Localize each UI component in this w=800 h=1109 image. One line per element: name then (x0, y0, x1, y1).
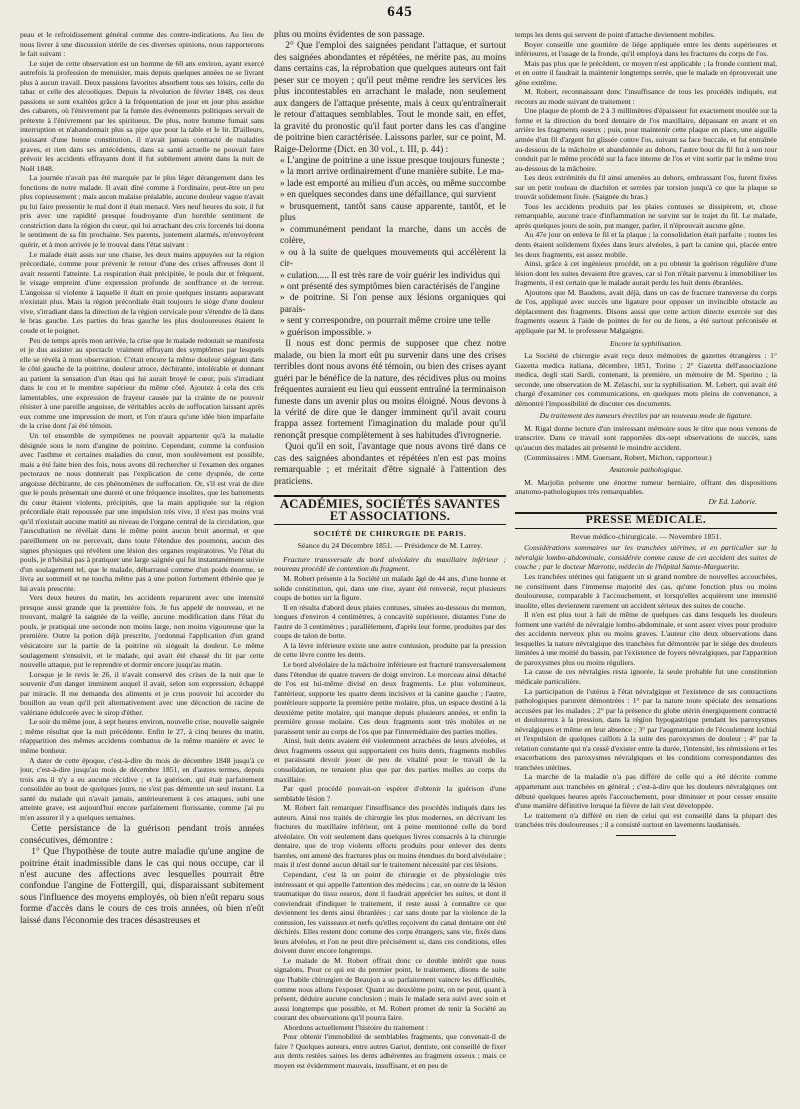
middle-small-paragraph: Abordons actuellement l'histoire du traitement : (283, 1022, 429, 1032)
quote-line: » guérison impossible. » (280, 327, 372, 338)
middle-small-paragraph: Cependant, c'est là un point de chirurgie et de physiologie très intéressant et qui appelle l'attention des médecins ; car, en outre de la lésion traumatique du tissu osseux, dont il faudrait apprécier les suites, et dont il conviendrait d'indiquer le traitement, il reste aussi à connaître ce que deviennent les dents ainsi ébranlées ; car sans doute par la violence de la contusion, les vaisseaux et nerfs qu'elles reçoivent du canal dentaire ont été déchirés. Elles restent donc comme des corps étrangers, sans vie, fixés dans leurs alvéoles, et l'on ne peut dire précisément si, dans ces conditions, elles doivent durer encore longtemps. (274, 869, 506, 956)
middle-paragraph: 2° Que l'emploi des saignées pendant l'attaque, et surtout des saignées abondantes et répétées, ne mérite pas, au moins dans certains cas, la réprobation que quelques auteurs ont fait peser sur ce moyen ; qu'il peut même rendre les services les plus incontestables en arrachant le malade, non seulement aux dangers de l'attaque présente, mais à ceux qu'entraînerait le retour d'attaques semblables. Tout le monde sait, en effet, la gravité du pronostic qu'il faut porter dans les cas d'angine de poitrine bien caractérisée. Laissons parler, sur ce point, M. Raige-Delorme (Dict. en 30 vol., t. III, p. 44) : (274, 41, 506, 155)
end-rule (616, 835, 676, 836)
middle-paragraph: plus ou moins évidentes de son passage. (274, 30, 425, 40)
section-title: ACADÉMIES, SOCIÉTÉS SAVANTES ET ASSOCIATIONS. (274, 495, 506, 525)
left-paragraph: La journée n'avait pas été marquée par le plus léger dérangement dans les fonctions de notre malade. Il avait dîné comme à l'ordinaire, peut-être un peu plus copieusement ; mais aucun malaise préalable, aucune douleur vague n'avait pu lui faire pressentir le mal dont il était menacé. Vers neuf heures du soir, il fut pris avec une rapidité presque foudroyante d'un horrible sentiment de constriction dans la région du cœur, qui lui arrachant des cris forcenés lui donna le sentiment de sa fin prochaine. Ses parents, justement alarmés, m'envoyèrent quérir, et à mon arrivée je le trouvai dans l'état suivant : (20, 173, 264, 250)
encore-title: Encore la syphilisation. (609, 338, 683, 348)
session-line: Séance du 24 Décembre 1851. — Présidence de M. Larrey. (297, 541, 483, 551)
quotation (274, 156, 506, 339)
right-column (515, 30, 777, 1102)
middle-small-paragraph: Ainsi, huit dents avaient été violemment arrachées de leurs alvéoles, et deux fragments osseux qui supportaient ces huits dents, fragments mobiles et paraissant devoir jouer de peu de vitalité pour le travail de la consolidation, ne tenaient plus que par des parties molles au corps du maxillaire. (274, 736, 506, 784)
quote-line: » sent y correspondre, on pourrait même croire une telle (280, 316, 491, 327)
middle-small-paragraph: Pour obtenir l'immobilité de semblables fragments, que convenait-il de faire ? Quelques auteurs, entre autres Gariot, dentiste, ont conseillé de fixer aux dents restées saines les dents adhérentes au fragment osseux ; mais ce moyen est évidemment mauvais, insuffisant, et en peu de (274, 1032, 506, 1070)
society-name: SOCIÉTÉ DE CHIRURGIE DE PARIS. (313, 529, 467, 539)
right-paragraph: La Société de chirurgie avait reçu deux mémoires de gazettes étrangères : 1° Gazetta medica italiana, décembre, 1851, Torino ; 2° Gazetta dell'associazione medica, degli stati Sardi, contenant, la première, un mémoire de M. Sperino ; la seconde, une observation de M. Zelaschi, sur la syphilisation. M. Lebert, qui avait été chargé d'examiner ces communications, en quelques mots pleins de convenance, a démontré l'impossibilité de discuter ces documents. (515, 351, 777, 408)
right-paragraph: La participation de l'utérus à l'état névralgique et l'existence de ses contractions pathologiques parurent démontrées : 1° par la nature toute spéciale des sensations accusées par les malades ; 2° par la présence du globe utérin énergiquement contracté et douloureux à la pression, dans la région hypogastrique pendant les paroxysmes névralgiques et même en leur absence ; 3° par l'augmentation de l'écoulement lochial et l'expulsion de quelques caillots à la suite des paroxysmes de douleur ; 4° par la relation constante qui n'a cessé d'exister entre la durée, l'intensité, les rémissions et les exacerbations des paroxysmes névralgiques et les conditions correspondantes des tranchées utérines. (515, 686, 777, 772)
right-paragraph: Une plaque de plomb de 2 à 3 millimètres d'épaisseur fut exactement moulée sur la forme et la direction du bord dentaire de l'os maxillaire, dépassant en avant et en arrière les fragments osseux ; puis, pour maintenir cette plaque en place, une aiguille armée d'un fil d'argent fut glissée contre l'os, suivant sa face buccale, et fut entraînée au-dessous de la mâchoire et abandonnée au dehors, l'autre bout du fil fut à son tour conduit par le même procédé sur la face interne de l'os et vint sortir par le même trou au-dessous de la mâchoire. (515, 106, 777, 173)
right-paragraph: Ajoutons que M. Baudens, avait déjà, dans un cas de fracture transverse du corps de l'os, appliqué avec succès une ligature pour opposer un invincible obstacle au déplacement des fragments. Disons aussi que cette action directe exercée sur des fragments osseux à l'aide de pointes de fer ou de liens, a été surtout préconisée et appliquée par M. le professeur Malgaigne. (515, 287, 777, 335)
right-paragraph: Boyer conseille une gouttière de liége appliquée entre les dents supérieures et inférieures, et l'usage de la fronde, qu'il employa dans les fractures du corps de l'os. (515, 39, 777, 59)
left-conclusion (20, 824, 264, 927)
considerations-title: Considérations sommaires sur les tranchées utérines, et en particulier sur la névralgie lombo-abdominale, considérée comme cause de cet accident des suites de couche ; par le docteur Marrotte, médecin de l'hôpital Sainte-Marguerite. (515, 543, 777, 572)
middle-small-paragraph: M. Robert fait remarquer l'insuffisance des procédés indiqués dans les auteurs. Ainsi nos traités de chirurgie les plus modernes, en décrivant les fractures du maxillaire inférieur, ont à peine mentionné celle du bord alvéolaire. On voit seulement dans quelques livres consacrés à la chirurgie dentaire, que de trop violents efforts produits pour enlever des dents barrées, ont amené des fractures plus ou moins étendues du bord alvéolaire ; mais il n'est donné aucun détail sur le traitement nécessité par ces lésions. (274, 803, 506, 870)
middle-small-paragraph: Le malade de M. Robert offrait donc ce double intérêt que nous signalons. Pour ce qui est du premier point, le traitement, disons de suite que l'habile chirurgien de Beaujon a su parfaitement vaincre les difficultés, comme nous allons l'exposer. Quant au deuxième point, on ne peut, quant à présent, déduire aucune conclusion ; mais le malade sera suivi avec soin et aussi longtemps que possible, et M. Robert promet de tenir la Société au courant des observations qu'il pourra faire. (274, 955, 506, 1023)
right-paragraph: Il n'en est plus tout à fait de même de quelques cas dans lesquels les douleurs forment une variété de névralgie lombo-abdominale, et sont assez vives pour produire des accidents nerveux plus ou moins graves. L'auteur cite deux observations dans lesquelles la nature névralgique des tranchées fut démontrée par le siége des douleurs limitées à une moitié du bassin, par l'existence de foyers névralgiques, par l'apparition de paroxysmes plus ou moins réguliers. (515, 610, 777, 667)
quote-line: « L'angine de poitrine a une issue presque toujours funeste ; (280, 155, 505, 166)
signature: Dr Ed. Laborie. (708, 496, 757, 506)
right-paragraph: La marche de la maladie n'a pas différé de celle qui a été décrite comme appartenant aux tranchées en général ; c'est-à-dire que les douleurs névralgiques ont débuté quelques heures après l'accouchement, pour diminuer et pour cesser ensuite d'une manière définitive lorsque la fièvre de lait s'est développée. (515, 772, 777, 811)
quote-line: » de poitrine. Si l'on pense aux lésions organiques qui parais- (280, 293, 506, 315)
right-paragraph: La cause de ces névralgies resta ignorée, la seule probable fut une constitution médicale particulière. (515, 667, 777, 686)
middle-small-paragraph: Il en résulta d'abord deux plaies contuses, situées au-dessous du menton, longues d'environ 4 centimètres, à concavité supérieure, distantes l'une de l'autre de 3 centimètres ; parallèlement, d'après leur forme, produites par des coups de talon de botte. (274, 602, 506, 641)
quote-line: » en quelques secondes dans une défaillance, qui survient (280, 190, 496, 201)
right-paragraph: M. Robert, reconnaissant donc l'insuffisance de tous les procédés indiqués, eut recours au mode suivant de traitement : (515, 87, 777, 106)
middle-small-paragraph: Le bord alvéolaire de la mâchoire inférieure est fracturé transversalement dans l'étendue de quatre travers de doigt environ. Le morceau ainsi détaché de l'os est lui-même divisé en deux fragments. Le plus volumineux, l'antérieur, supporte les quatre dents incisives et la canine gauche ; l'autre, postérieure supporte la première petite molaire, plus, un espace destiné à la deuxième petite molaire, qui manque depuis plusieurs années, et enfin la première grosse molaire. Ces deux fragments sont très mobiles et ne paraissent tenir au corps de l'os que par l'intermédiaire des parties molles. (274, 659, 506, 736)
anatomie-title: Anatomie pathologique. (609, 465, 683, 475)
left-paragraph: Peu de temps après mon arrivée, la crise que le malade redoutait se manifesta et je dus assister au spectacle vraiment effrayant des symptômes par lesquels elle se révéla à mon observation. C'était encore la même douleur siégeant dans le côté gauche de la poitrine, douleur atroce, déchirante, intolérable et donnant au patient la sensation d'un étau qui lui aurait broyé le cœur, puis s'irradiant dans le cou et le membre supérieur du même côté. Ajoutez à cela des cris lamentables, une expression de frayeur causée par la crainte de ne pouvoir résister à une pareille angoisse, de véritables accès de suffocation laissant après eux comme une impression de mort, et l'on n'aura qu'une idée bien imparfaite de la crise dont j'ai été témoin. (20, 335, 264, 431)
left-paragraph: A dater de cette époque, c'est-à-dire du mois de décembre 1848 jusqu'à ce jour, c'est-à-dire jusqu'au mois de décembre 1851, en d'autres termes, depuis trois ans il n'y a eu aucune récidive ; et la guérison, qui était parfaitement consolidée au bout de quelques jours, ne s'est pas démentie un seul instant. La santé du malade qui n'avait jamais, antérieurement à ces attaques, subi une atteinte grave, est aujourd'hui encore parfaitement florissante, comme j'ai pu m'en assurer il y a quelques semaines. (20, 755, 264, 822)
tumeurs-title: Du traitement des tumeurs érectiles par un nouveau mode de ligature. (539, 411, 753, 421)
middle-small-text (274, 555, 506, 1071)
left-paragraph: Vers deux heures du matin, les accidents reparurent avec une intensité presque aussi grande que la première fois. Je fus appelé de nouveau, et ne trouvant, malgré la saignée de la veille, aucune modification dans l'état du pouls, je pratiquai une seconde non moins large, non moins vigoureuse que la première. Outre la potion déjà prescrite, j'ordonnai l'application d'un grand vésicatoire sur la partie de la poitrine où siégeait la douleur. Le même soulagement s'ensuivit, et le malade, qui avait été chassé du lit par cette nouvelle attaque, put le reprendre et dormir encore jusqu'au matin. (20, 593, 264, 670)
page-number: 645 (387, 4, 413, 20)
right-paragraph: Ainsi, grâce à cet ingénieux procédé, on a pu obtenir la guérison régulière d'une lésion dont les suites devaient être graves, car si l'on n'était parvenu à immobiliser les fragments, il est certain que le malade aurait perdu les huit dents ébranlées. (515, 259, 777, 288)
right-paragraph: Le traitement n'a différé en rien de celui qui est conseillé dans la plupart des tranchées très douloureuses ; il a consisté surtout en lavements laudanisés. (515, 810, 777, 830)
left-paragraph: Lorsque je le revis le 26, il n'avait conservé des crises de la nuit que le souvenir d'un danger imminent auquel il avait, selon son expression, échappé par miracle. Il me demanda des aliments et je crus pouvoir lui accorder du bouillon au vean qu'il prit alternativement avec une décoction de racine de valériane édulcorée avec le sirop d'éther. (20, 669, 264, 717)
middle-small-paragraph: Par quel procédé pouvait-on espérer d'obtenir la guérison d'une semblable lésion ? (274, 784, 506, 803)
revue-line: Revue médico-chirurgicale. — Novembre 1851. (570, 531, 722, 541)
right-paragraph: M. Rigal donne lecture d'un intéressant mémoire sous le titre que nous venons de transcrire. Dans ce travail sont rapportées dix-sept observations de succès, sans qu'aucun des malades ait présenté le moindre accident. (515, 423, 777, 452)
middle-small-paragraph: A la lèvre inférieure existe une autre contusion, produite par la pression de cette lèvre contre les dents. (274, 640, 506, 660)
left-paragraph: Un tel ensemble de symptômes ne pouvait appartenir qu'à la maladie désignée sous le nom d'angine de poitrine. Cependant, comme la confusion avec l'asthme et certaines maladies du cœur, mon soulèvement est possible, mais a été faite bien des fois, nous avons dû rechercher si l'examen des organes pectoraux ne nous donnerait pas l'explication de cette dyspnée, de cette angoisse déchirante, de ces phénomènes de suffocation. Or, s'il est vrai de dire que le pouls présentait une dureté et une fréquence insolites, que les battements du cœur étaient violents, précipités, que la main appliquée sur la région précordiale était repoussée par une impulsion très vive, il n'est pas moins vrai qu'il n'existait aucune matité au niveau de l'organe central de la circulation, que l'auscultation ne révélait dans le même point aucun bruit anormal, et que pareillement on ne percevait, dans toute l'étendue des poumons, aucun des signes physiques qui révèlent une lésion des organes respiratoires. Vu l'état du pouls, je n'hésitai pas à pratiquer une large saignée qui fut instantanément suivie d'un soulagement tel, que le malade, débarrassé comme d'un poids énorme, se livra au sommeil et ne toucha même pas à une potion fortement éthérée que je lui avais prescrite. (20, 430, 264, 593)
presse-title: PRESSE MÉDICALE. (515, 512, 777, 529)
quote-line: » lade est emporté au milieu d'un accès, ou même succombe (280, 178, 506, 189)
right-paragraph: temps les dents qui servent de point d'attache deviennent mobiles. (515, 30, 716, 39)
left-large-paragraph: Cette persistance de la guérison pendant trois années consécutives, démontre : (20, 824, 264, 846)
left-paragraph: peau et le refroidissement général comme des contre-indications. Au lieu de nous livrer à une discussion stérile de ces diverses opinions, nous rapporterons le fait suivant : (20, 30, 264, 59)
commissaires-line: (Commissaires : MM. Guersant, Robert, Michon, rapporteur.) (524, 452, 712, 462)
quote-line: » communément pendant la marche, dans un accès de colère, (280, 224, 506, 247)
left-paragraph: Le malade était assis sur une chaise, les deux mains appuyées sur la région précordiale, comme pour prévenir le retour d'une des crises affreuses dont il avait ressenti l'atteinte. La respiration était précipitée, le pouls dur et fréquent, le visage empreint d'une expression profonde de souffrance et de terreur. L'angoisse si violente à laquelle il était en proie quelques instants auparavant n'existait plus. Mais la région précordiale était toujours le siège d'une douleur vive, s'irradiant dans la direction de la région cervicale pour s'étendre de là dans le bras gauche. Les parties du bras gauche les plus douloureuses étaient le coude et le poignet. (20, 249, 264, 335)
middle-small-paragraph: M. Robert présente à la Société un malade âgé de 44 ans, d'une bonne et solide constitution, qui, dans une rixe, ayant été renversé, reçut plusieurs coups de bottes sur la figure. (274, 574, 506, 603)
right-paragraph: Mais pas plus que le précédent, ce moyen n'est applicable ; la fronde contient mal, et en outre il faudrait la maintenir longtemps serrée, que le malade en éprouverait une gêne extrême. (515, 58, 777, 87)
middle-paragraph: Il nous est donc permis de supposer que chez notre malade, ou bien la mort eût pu survenir dans une des crises terribles dont nous avons été témoin, ou bien des crises ayant guéri par le bénéfice de la nature, des récidives plus ou moins fréquentes auraient eu lieu qui eussent entraîné la terminaison funeste dans un avenir plus ou moins éloigné. Nous devons à la vérité de dire que le danger imminent qu'il avait couru frappa assez fortement l'imagination du malade pour qu'il renonçât presque complètement à ses habitudes d'ivrognerie. (274, 339, 506, 441)
right-paragraph: Les tranchées utérines qui fatiguent un si grand nombre de nouvelles accouchées, ne constituent dans l'immense majorité des cas, qu'une fonction plus ou moins douloureuse, comparable à l'accouchement, et lorsqu'elles acquièrent une intensité insolite, elles deviennent rarement un accident sérieux des suites de couche. (515, 571, 777, 610)
right-paragraph: Tous les accidents produits par les plaies contuses se dissipèrent, et, chose remarquable, aucune trace d'inflammation ne survint sur le trajet du fil. Le malade, après quelques jours de soin, put manger, parler, il n'éprouvait aucune gêne. (515, 201, 777, 230)
quote-line: » culation..... Il est très rare de voir guérir les individus qui (280, 270, 501, 281)
middle-column (274, 30, 506, 1102)
quote-line: » brusquement, tantôt sans cause apparente, tantôt, et le plus (280, 201, 506, 224)
left-paragraph: Le soir du même jour, à sept heures environ, nouvelle crise, nouvelle saignée ; même résultat que la nuit précédente. Enfin le 27, à cinq heures du matin, réapparition des mêmes accidents combattus de la même manière et avec le même bonheur. (20, 717, 264, 756)
right-paragraph: Les deux extrémités du fil ainsi amenées au dehors, embrassant l'os, furent fixées sur un petit rouleau de diachilon et serrées par torsion jusqu'à ce que la plaque se trouvât solidement fixée. (Saignée du bras.) (515, 173, 777, 202)
fracture-title: Fracture transversale du bord alvéolaire du maxillaire inférieur ; nouveau procédé de contention du fragment. (274, 554, 506, 574)
quote-line: » ou à la suite de quelques mouvements qui accélèrent la cir- (280, 247, 506, 270)
middle-paragraph: Quoi qu'il en soit, l'avantage que nous avons tiré dans ce cas des saignées abondantes et répétées n'en est pas moins remarquable ; et méritait d'être signalé à l'attention des praticiens. (274, 442, 506, 487)
right-paragraph: M. Marjolin présente une énorme tumeur herniaire, offrant des dispositions anatomo-pathologiques très remarquables. (515, 477, 777, 497)
quote-line: » la mort arrive ordinairement d'une manière subite. Le ma- (280, 167, 504, 178)
left-column (20, 30, 264, 1102)
left-paragraph: Le sujet de cette observation est un homme de 60 ans environ, ayant exercé autrefois la profession de menuisier, mais depuis quelques années ne se livrant plus à aucun travail. Deux passions favorites absorbent tous ses loisirs, celle du tabac et celle des alcooliques. Depuis la révolution de février 1848, ces deux passions se sont exaltées grâce à la fréquentation de jour en jour plus assidue des cabarets, où l'énivrement par la fumée des événements politiques servait de prétexte à l'énivrement par les spiritueux. De plus, notre homme fumait sans interruption et n'abandonnait plus sa pipe que pour la table et le lit. D'ailleurs, jouissant d'une bonne constitution, il n'avait jamais contracté de maladies graves, et rien dans ses antécédents, dans sa santé actuelle ne pouvait faire prévoir les accidents effrayants dont il fut subitement atteint dans la nuit de Noël 1848. (20, 58, 264, 173)
left-large-paragraph: 1° Que l'hypothèse de toute autre maladie qu'une angine de poitrine était inadmissible dans le cas qui nous occupe, car il n'est aucune des affections avec lesquelles pourrait être confondue l'angine de Fottergill, qui, disparaissant subitement sous l'influence des moyens employés, où bien n'eût reparu sous forme d'accès dans le cours de ces trois années, où bien n'eût laissé dans l'économie des traces désastreuses et (20, 847, 264, 926)
right-paragraph: Au 47e jour on enleva le fil et la plaque ; la consolidation était parfaite ; toutes les dents étaient solidement fixées dans leurs alvéoles, à part la canine qui, placée entre les deux fragments, est assez mobile. (515, 230, 777, 259)
quote-line: » ont présenté des symptômes bien caractérisés de l'angine (280, 281, 500, 292)
